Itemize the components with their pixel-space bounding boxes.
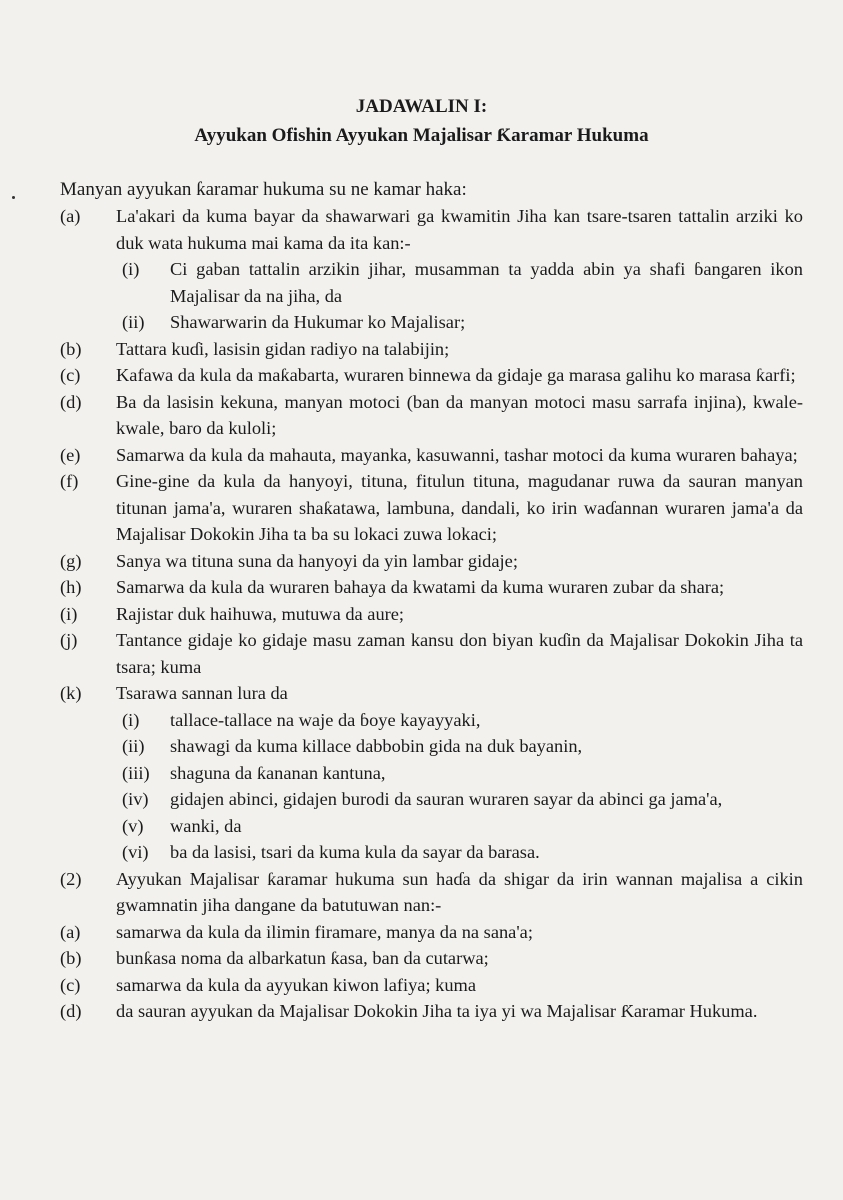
item-text: Samarwa da kula da mahauta, mayanka, kasuwanni, tashar motoci da kuma wuraren bahaya; xyxy=(116,444,798,465)
item-label: (a) xyxy=(60,206,81,226)
item-text: tallace-tallace na waje da ɓoye kayayyaki, xyxy=(170,709,481,730)
item-label: (i) xyxy=(60,603,78,624)
sub-list-item xyxy=(0,707,843,734)
item-label: (v) xyxy=(122,815,144,836)
list-item xyxy=(0,945,843,972)
item-label: (j) xyxy=(60,630,78,650)
list-item xyxy=(0,336,843,363)
list-item xyxy=(0,203,843,256)
sub-list-item xyxy=(0,786,843,813)
item-text: Kafawa da kula da maƙabarta, wuraren binnewa da gidaje ga marasa galihu ko marasa ƙarfi; xyxy=(116,365,796,385)
item-label: (c) xyxy=(60,365,81,385)
list-item xyxy=(0,866,843,919)
document-heading xyxy=(0,92,843,150)
item-text: shaguna da ƙananan kantuna, xyxy=(170,762,386,783)
item-label: (d) xyxy=(60,1001,82,1021)
list-item xyxy=(0,601,843,628)
list-item xyxy=(0,680,843,707)
sub-list-item xyxy=(0,813,843,840)
intro-paragraph: Manyan ayyukan ƙaramar hukuma su ne kamar haka: xyxy=(60,179,467,200)
list-item xyxy=(0,972,843,999)
sub-list-item xyxy=(0,760,843,787)
item-label: (ii) xyxy=(122,736,145,756)
list-item xyxy=(0,389,843,442)
item-label: (c) xyxy=(60,974,81,995)
list-item xyxy=(0,919,843,946)
list-item xyxy=(0,627,843,680)
item-text: Samarwa da kula da wuraren bahaya da kwatami da kuma wuraren zubar da shara; xyxy=(116,577,725,597)
item-label: (b) xyxy=(60,948,82,968)
item-text: Tattara kuɗi, lasisin gidan radiyo na talabijin; xyxy=(116,338,450,359)
list-item xyxy=(0,574,843,601)
item-label: (g) xyxy=(60,550,82,571)
sub-list-item xyxy=(0,839,843,866)
sub-list-item xyxy=(0,733,843,760)
item-text: ba da lasisi, tsari da kuma kula da sayar da barasa. xyxy=(170,842,540,862)
item-label: (2) xyxy=(60,868,82,889)
list-item xyxy=(0,468,843,548)
item-label: (d) xyxy=(60,391,82,412)
list-item xyxy=(0,442,843,469)
list-item xyxy=(0,548,843,575)
item-text: Gine-gine da kula da hanyoyi, tituna, fitulun tituna, magudanar ruwa da sauran manyan titunan jama'a, wuraren shaƙatawa, lambuna, dandali, ko irin waɗannan wuraren jama'a da Majalisar Dokokin Jiha ta ba su lokaci zuwa lokaci; xyxy=(116,471,803,544)
item-text: Tantance gidaje ko gidaje masu zaman kansu don biyan kuɗin da Majalisar Dokokin Jiha ta tsara; kuma xyxy=(116,630,803,677)
item-text: samarwa da kula da ayyukan kiwon lafiya; kuma xyxy=(116,974,477,995)
item-label: (k) xyxy=(60,683,82,703)
item-text: Tsarawa sannan lura da xyxy=(116,683,288,703)
item-text: Shawarwarin da Hukumar ko Majalisar; xyxy=(170,312,466,332)
item-label: (b) xyxy=(60,338,82,359)
item-label: (vi) xyxy=(122,842,149,862)
document-title: JADAWALIN I: xyxy=(355,96,488,117)
item-text: gidajen abinci, gidajen burodi da sauran wuraren sayar da abinci ga jama'a, xyxy=(170,789,723,809)
item-label: (i) xyxy=(122,709,140,730)
item-text: shawagi da kuma killace dabbobin gida na duk bayanin, xyxy=(170,736,583,756)
item-label: (f) xyxy=(60,471,79,491)
item-text: Ayyukan Majalisar ƙaramar hukuma sun haɗa da shigar da irin wannan majalisa a cikin gwamnatin jiha dangane da batutuwan nan:- xyxy=(116,868,803,915)
list-item xyxy=(0,362,843,389)
item-text: Ba da lasisin kekuna, manyan motoci (ban da manyan motoci masu sarrafa injina), kwale-kwale, baro da kuloli; xyxy=(116,391,803,438)
sub-list-item xyxy=(0,309,843,336)
item-label: (ii) xyxy=(122,312,145,332)
item-label: (e) xyxy=(60,444,81,465)
sub-list-item xyxy=(0,256,843,309)
item-text: da sauran ayyukan da Majalisar Dokokin Jiha ta iya yi wa Majalisar Ƙaramar Hukuma. xyxy=(116,1001,758,1021)
item-label: (h) xyxy=(60,577,82,597)
item-text: Ci gaban tattalin arzikin jihar, musamman ta yadda abin ya shafi ɓangaren ikon Majalisar da na jiha, da xyxy=(170,259,803,306)
list-item xyxy=(0,998,843,1025)
document-subtitle: Ayyukan Ofishin Ayyukan Majalisar Ƙaramar Hukuma xyxy=(194,125,649,146)
item-text: Sanya wa tituna suna da hanyoyi da yin lambar gidaje; xyxy=(116,550,518,571)
scan-speck xyxy=(12,196,15,199)
item-label: (iii) xyxy=(122,762,150,783)
item-list xyxy=(0,203,843,1025)
item-text: La'akari da kuma bayar da shawarwari ga kwamitin Jiha kan tsare-tsaren tattalin arziki ko duk wata hukuma mai kama da ita kan:- xyxy=(116,206,803,253)
item-text: wanki, da xyxy=(170,815,242,836)
item-text: Rajistar duk haihuwa, mutuwa da aure; xyxy=(116,603,405,624)
item-label: (a) xyxy=(60,921,81,942)
item-text: bunƙasa noma da albarkatun ƙasa, ban da cutarwa; xyxy=(116,948,489,968)
item-label: (i) xyxy=(122,259,140,279)
item-label: (iv) xyxy=(122,789,149,809)
item-text: samarwa da kula da ilimin firamare, manya da na sana'a; xyxy=(116,921,533,942)
